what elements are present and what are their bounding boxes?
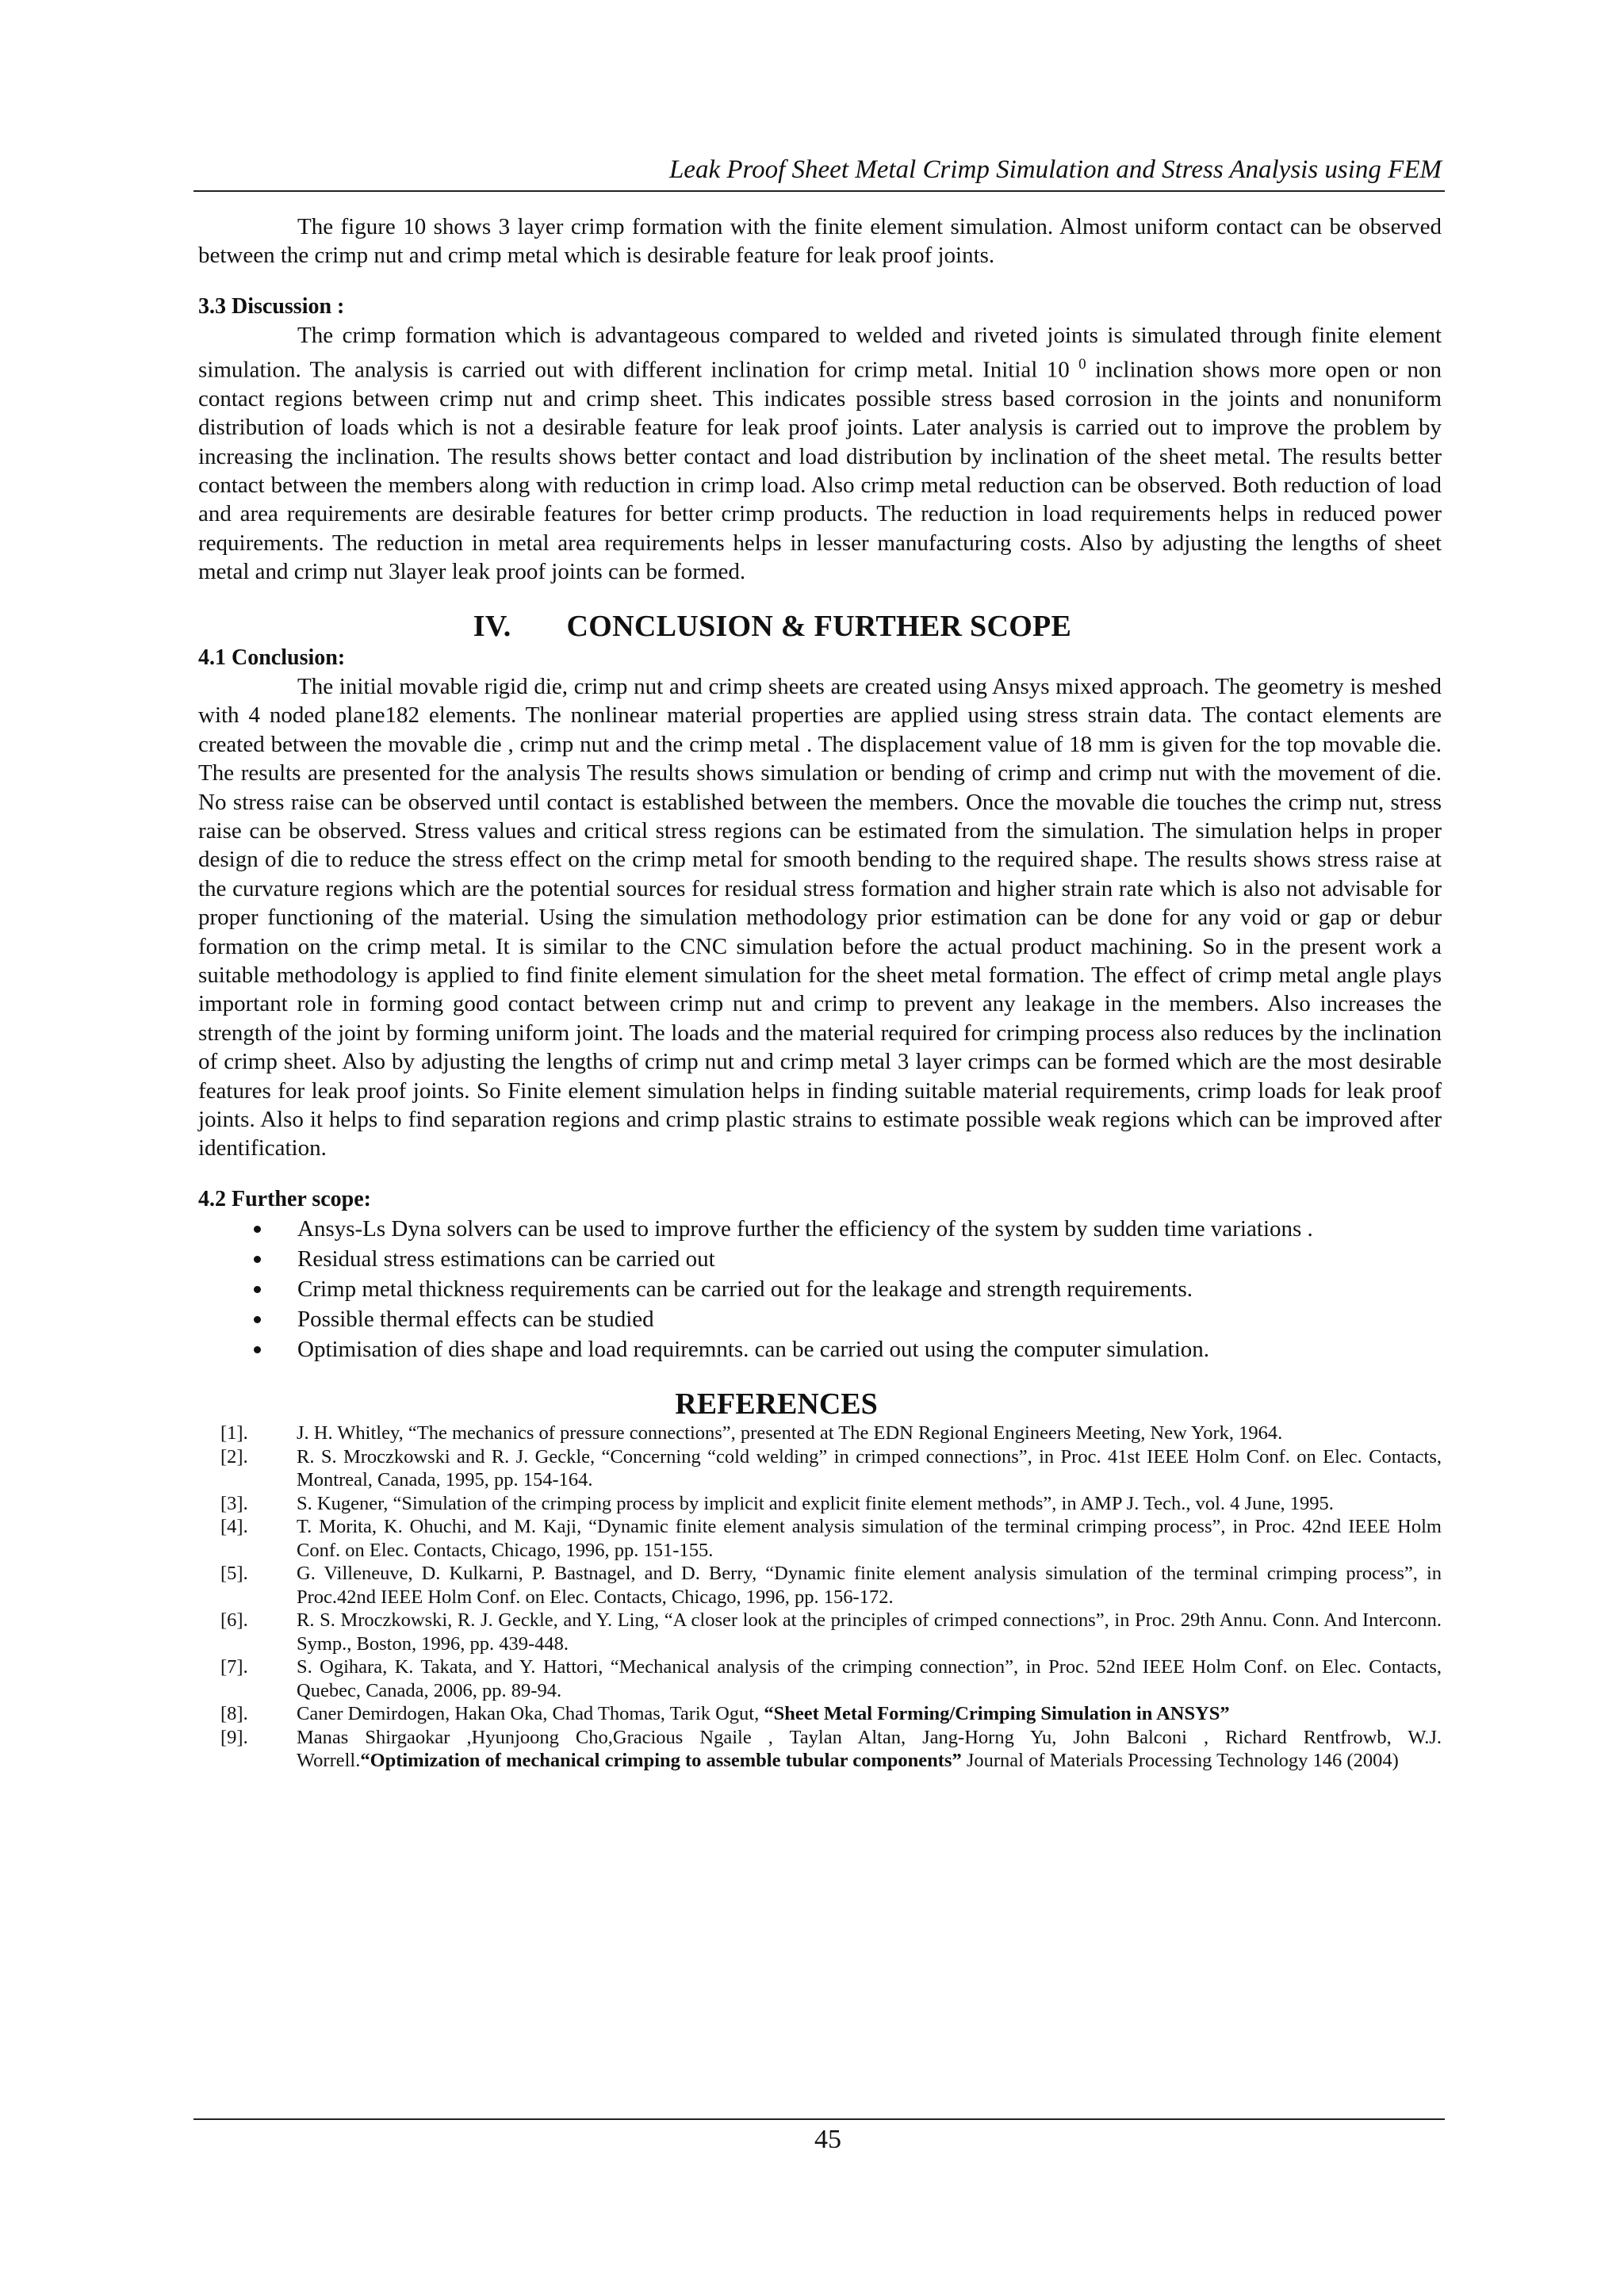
reference-number: [1]. bbox=[220, 1422, 248, 1445]
scope-item bbox=[198, 1304, 1442, 1334]
reference-text bbox=[297, 1422, 1442, 1445]
reference-item bbox=[198, 1726, 1442, 1773]
reference-tail: Journal of Materials Processing Technology 146 (2004) bbox=[961, 1750, 1399, 1772]
section-title: CONCLUSION & FURTHER SCOPE bbox=[566, 609, 1072, 643]
reference-text bbox=[297, 1655, 1442, 1702]
reference-item bbox=[198, 1445, 1442, 1492]
reference-body: S. Kugener, “Simulation of the crimping process by implicit and explicit finite element methods”, in AMP J. Tech., vol. 4 June, 1995. bbox=[297, 1492, 1334, 1514]
reference-text bbox=[297, 1562, 1442, 1609]
reference-item bbox=[198, 1515, 1442, 1562]
reference-text bbox=[297, 1726, 1442, 1773]
scope-item bbox=[198, 1244, 1442, 1274]
scope-item bbox=[198, 1214, 1442, 1244]
conclusion-paragraph: The initial movable rigid die, crimp nut and crimp sheets are created using Ansys mixed approach. The geometry is meshed with 4 noded plane182 elements. The nonlinear material properties are applied using stress strain data. The contact elements are created between the movable die , crimp nut and the crimp metal . The displacement value of 18 mm is given for the top movable die. The results are presented for the analysis The results shows simulation or bending of crimp and crimp nut with the movement of die. No stress raise can be observed until contact is established between the members. Once the movable die touches the crimp nut, stress raise can be observed. Stress values and critical stress regions can be estimated from the simulation. The simulation helps in proper design of die to reduce the stress effect on the crimp metal for smooth bending to the required shape. The results shows stress raise at the curvature regions which are the potential sources for residual stress formation and higher strain rate which is also not advisable for proper functioning of the material. Using the simulation methodology prior estimation can be done for any void or gap or debur formation on the crimp metal. It is similar to the CNC simulation before the actual product machining. So in the present work a suitable methodology is applied to find finite element simulation for the sheet metal formation. The effect of crimp metal angle plays important role in forming good contact between crimp nut and crimp to prevent any leakage in the members. Also increases the strength of the joint by forming uniform joint. The loads and the material required for crimping process also reduces by the inclination of crimp sheet. Also by adjusting the lengths of crimp nut and crimp metal 3 layer crimps can be formed which are the most desirable features for leak proof joints. So Finite element simulation helps in finding suitable material requirements, crimp loads for leak proof joints. Also it helps to find separation regions and crimp plastic strains to estimate possible weak regions which can be improved after identification. bbox=[198, 673, 1442, 1161]
reference-body: J. H. Whitley, “The mechanics of pressure connections”, presented at The EDN Regional Engineers Meeting, New York, 1964. bbox=[297, 1422, 1283, 1445]
header-divider bbox=[193, 190, 1445, 192]
scope-item bbox=[198, 1274, 1442, 1304]
reference-number: [8]. bbox=[220, 1703, 248, 1725]
further-scope-list bbox=[198, 1214, 1442, 1364]
scope-item-text: Ansys-Ls Dyna solvers can be used to improve further the efficiency of the system by sudden time variations . bbox=[297, 1216, 1313, 1242]
reference-number: [3]. bbox=[220, 1492, 248, 1514]
reference-text bbox=[297, 1609, 1442, 1655]
bullet-icon bbox=[254, 1256, 261, 1263]
conclusion-heading: 4.1 Conclusion: bbox=[198, 645, 346, 670]
scope-item-text: Residual stress estimations can be carried out bbox=[297, 1246, 715, 1272]
bullet-icon bbox=[254, 1316, 261, 1323]
reference-number: [5]. bbox=[220, 1563, 248, 1585]
reference-body: T. Morita, K. Ohuchi, and M. Kaji, “Dynamic finite element analysis simulation of the terminal crimping process”, in Proc. 42nd IEEE Holm Conf. on Elec. Contacts, Chicago, 1996, pp. 151-155. bbox=[297, 1516, 1442, 1561]
reference-body: R. S. Mroczkowski and R. J. Geckle, “Concerning “cold welding” in crimped connections”, in Proc. 41st IEEE Holm Conf. on Elec. Contacts, Montreal, Canada, 1995, pp. 154-164. bbox=[297, 1445, 1442, 1491]
reference-number: [7]. bbox=[220, 1656, 248, 1678]
page-content bbox=[198, 212, 1442, 1773]
reference-title-bold: “Sheet Metal Forming/Crimping Simulation in ANSYS” bbox=[764, 1703, 1230, 1725]
scope-item-text: Crimp metal thickness requirements can be carried out for the leakage and strength requirements. bbox=[297, 1276, 1193, 1303]
degree-superscript: 0 bbox=[1078, 355, 1086, 373]
reference-body: R. S. Mroczkowski, R. J. Geckle, and Y. Ling, “A closer look at the principles of crimped connections”, in Proc. 29th Annu. Conn. And Interconn. Symp., Boston, 1996, pp. 439-448. bbox=[297, 1609, 1442, 1655]
running-header-title: Leak Proof Sheet Metal Crimp Simulation and Stress Analysis using FEM bbox=[668, 155, 1442, 184]
reference-item bbox=[198, 1655, 1442, 1702]
reference-number: [4]. bbox=[220, 1516, 248, 1538]
reference-title-bold: “Optimization of mechanical crimping to assemble tubular components” bbox=[360, 1750, 962, 1772]
reference-item bbox=[198, 1422, 1442, 1445]
discussion-paragraph bbox=[198, 321, 1442, 586]
reference-item bbox=[198, 1562, 1442, 1609]
reference-body: Manas Shirgaokar ,Hyunjoong Cho,Gracious Ngaile , Taylan Altan, Jang-Horng Yu, John Balconi , Richard Rentfrowb, W.J. Worrell. bbox=[297, 1726, 1442, 1772]
scope-item-text: Optimisation of dies shape and load requiremnts. can be carried out using the computer simulation. bbox=[297, 1337, 1210, 1363]
reference-number: [6]. bbox=[220, 1609, 248, 1632]
reference-text bbox=[297, 1445, 1442, 1492]
reference-body: G. Villeneuve, D. Kulkarni, P. Bastnagel, and D. Berry, “Dynamic finite element analysis simulation of the terminal crimping process”, in Proc.42nd IEEE Holm Conf. on Elec. Contacts, Chicago, 1996, pp. 156-172. bbox=[297, 1563, 1442, 1608]
reference-item bbox=[198, 1609, 1442, 1655]
bullet-icon bbox=[254, 1286, 261, 1293]
page-number: 45 bbox=[814, 2125, 841, 2154]
footer-divider bbox=[193, 2118, 1445, 2120]
intro-paragraph: The figure 10 shows 3 layer crimp formation with the finite element simulation. Almost uniform contact can be observed between the crimp nut and crimp metal which is desirable feature for leak proof joints. bbox=[198, 214, 1442, 269]
reference-number: [9]. bbox=[220, 1726, 248, 1748]
further-scope-heading: 4.2 Further scope: bbox=[198, 1186, 371, 1211]
references-list bbox=[198, 1422, 1442, 1773]
reference-text bbox=[297, 1492, 1442, 1516]
reference-number: [2]. bbox=[220, 1445, 248, 1468]
section-heading-conclusion bbox=[198, 609, 1442, 644]
bullet-icon bbox=[254, 1226, 261, 1233]
section-number: IV. bbox=[473, 609, 511, 643]
discussion-text-b: inclination shows more open or non contact regions between crimp nut and crimp sheet. This indicates possible stress based corrosion in the joints and nonuniform distribution of loads which is not a desirable feature for leak proof joints. Later analysis is carried out to improve the problem by increasing the inclination. The results shows better contact and load distribution by inclination of the sheet metal. The results better contact between the members along with reduction in crimp load. Also crimp metal reduction can be observed. Both reduction of load and area requirements are desirable features for better crimp products. The reduction in load requirements helps in reduced power requirements. The reduction in metal area requirements helps in lesser manufacturing costs. Also by adjusting the lengths of sheet metal and crimp nut 3layer leak proof joints can be formed. bbox=[198, 357, 1442, 585]
discussion-heading: 3.3 Discussion : bbox=[198, 293, 345, 319]
reference-body: Caner Demirdogen, Hakan Oka, Chad Thomas, Tarik Ogut, bbox=[297, 1703, 764, 1725]
reference-body: S. Ogihara, K. Takata, and Y. Hattori, “Mechanical analysis of the crimping connection”, in Proc. 52nd IEEE Holm Conf. on Elec. Contacts, Quebec, Canada, 2006, pp. 89-94. bbox=[297, 1656, 1442, 1701]
discussion-text-a: The crimp formation which is advantageous compared to welded and riveted joints is simulated through finite element simulation. The analysis is carried out with different inclination for crimp metal. Initial 10 bbox=[198, 323, 1442, 383]
scope-item-text: Possible thermal effects can be studied bbox=[297, 1307, 654, 1333]
bullet-icon bbox=[254, 1346, 261, 1353]
references-heading: REFERENCES bbox=[675, 1387, 878, 1422]
reference-text bbox=[297, 1515, 1442, 1562]
reference-item bbox=[198, 1492, 1442, 1516]
reference-text bbox=[297, 1702, 1442, 1726]
scope-item bbox=[198, 1334, 1442, 1364]
reference-item bbox=[198, 1702, 1442, 1726]
